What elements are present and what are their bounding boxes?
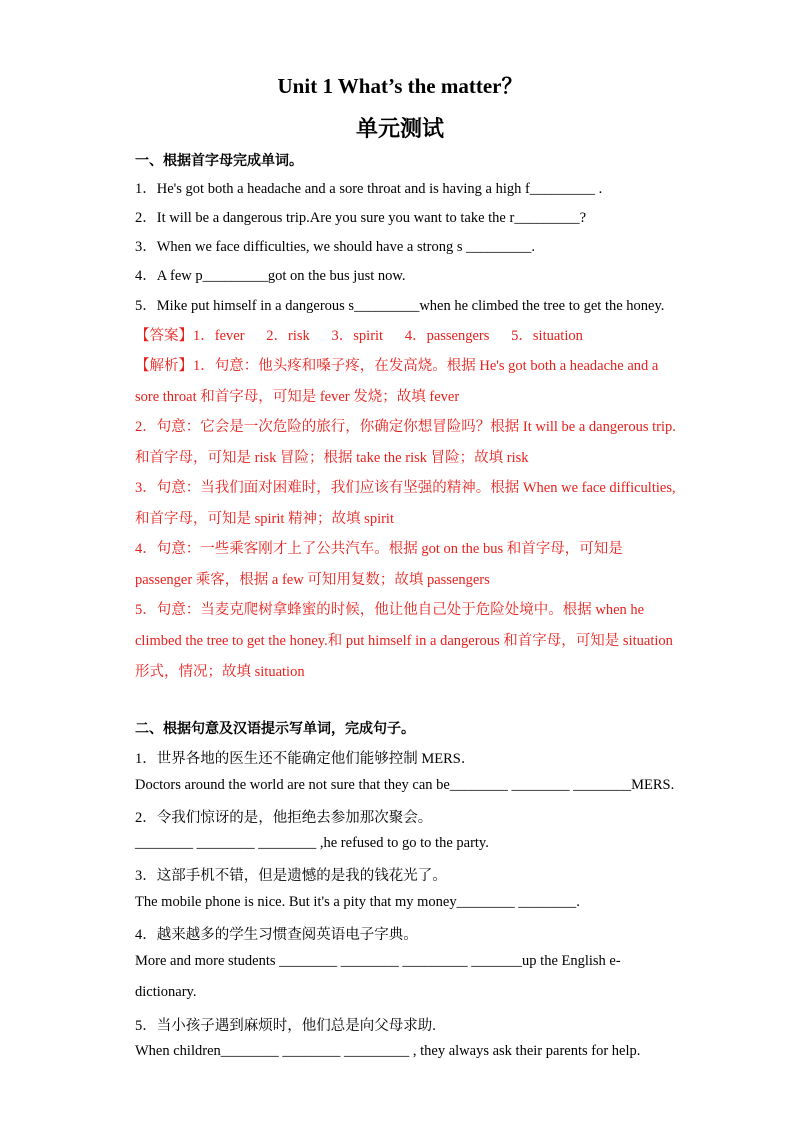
exercise-line: When children________ ________ _________ , they always ask their parents for help.	[135, 1043, 641, 1059]
section1-heading: 一、根据首字母完成单词。	[135, 153, 303, 169]
question-2: 2．It will be a dangerous trip.Are you sure you want to take the r_________?	[135, 210, 587, 226]
analysis-line: 【解析】1．句意：他头疼和嗓子疼，在发高烧。根据 He's got both a headache and a	[135, 358, 659, 374]
analysis-line: 3．句意：当我们面对困难时，我们应该有坚强的精神。根据 When we face difficulties,	[135, 480, 676, 496]
section2-heading: 二、根据句意及汉语提示写单词，完成句子。	[135, 721, 415, 737]
exercise-line: ________ ________ ________ ,he refused to go to the party.	[135, 835, 489, 851]
exercise-line: 4．越来越多的学生习惯查阅英语电子字典。	[135, 927, 418, 943]
unit-title: Unit 1 What’s the matter？	[277, 74, 523, 98]
question-5: 5．Mike put himself in a dangerous s_________when he climbed the tree to get the honey.	[135, 298, 665, 314]
analysis-line: 2．句意：它会是一次危险的旅行，你确定你想冒险吗？根据 It will be a dangerous trip.	[135, 419, 676, 435]
analysis-line: 形式，情况；故填 situation	[135, 664, 305, 680]
answer-key: 【答案】1．fever 2．risk 3．spirit 4．passengers 5．situation	[135, 328, 583, 344]
analysis-line: 和首字母，可知是 spirit 精神；故填 spirit	[135, 511, 394, 527]
question-3: 3．When we face difficulties, we should have a strong s _________.	[135, 239, 535, 255]
exercise-line: Doctors around the world are not sure that they can be________ ________ ________MERS.	[135, 777, 675, 793]
test-title: 单元测试	[355, 117, 444, 142]
question-4: 4．A few p_________got on the bus just now.	[135, 268, 406, 284]
exercise-line: 5．当小孩子遇到麻烦时，他们总是向父母求助.	[135, 1018, 436, 1034]
analysis-line: 和首字母，可知是 risk 冒险；根据 take the risk 冒险；故填 risk	[135, 450, 529, 466]
analysis-line: 5．句意：当麦克爬树拿蜂蜜的时候，他让他自己处于危险处境中。根据 when he	[135, 602, 645, 618]
analysis-line: passenger 乘客，根据 a few 可知用复数；故填 passengers	[135, 572, 490, 588]
exercise-line: The mobile phone is nice. But it's a pity that my money________ ________.	[135, 894, 580, 910]
question-1: 1．He's got both a headache and a sore throat and is having a high f_________ .	[135, 181, 603, 197]
exercise-line: More and more students ________ ________ _________ _______up the English e-	[135, 953, 621, 969]
analysis-line: sore throat 和首字母，可知是 fever 发烧；故填 fever	[135, 389, 460, 405]
exercise-line: 3．这部手机不错，但是遗憾的是我的钱花光了。	[135, 868, 447, 884]
analysis-line: 4．句意：一些乘客刚才上了公共汽车。根据 got on the bus 和首字母，可知是	[135, 541, 623, 557]
analysis-line: climbed the tree to get the honey.和 put himself in a dangerous 和首字母，可知是 situation	[135, 633, 673, 649]
exercise-line: 2．令我们惊讶的是，他拒绝去参加那次聚会。	[135, 810, 433, 826]
exercise-line: 1．世界各地的医生还不能确定他们能够控制 MERS．	[135, 751, 476, 767]
exercise-line: dictionary.	[135, 984, 197, 1000]
